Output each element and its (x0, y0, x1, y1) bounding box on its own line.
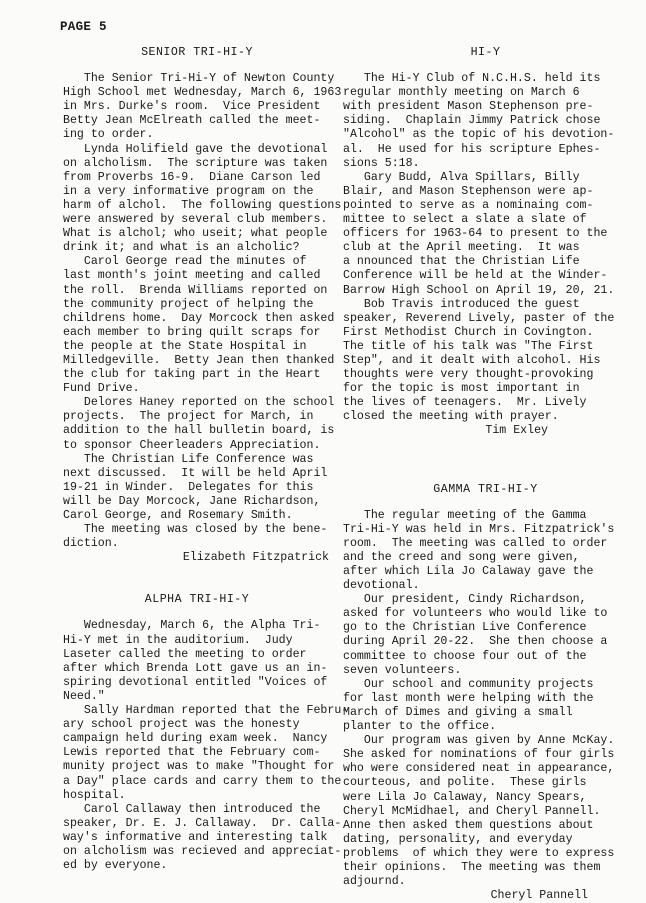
hi-y-article (343, 72, 628, 438)
article-paragraph: Wednesday, March 6, the Alpha Tri- Hi-Y met in the auditorium. Judy Laseter called the meeting to order after which Brenda Lott gave us an in- spiring devotional entitled "Voices of Need." (63, 619, 328, 703)
article-paragraph: The meeting was closed by the bene- diction. (63, 523, 328, 551)
article-signature: Cheryl Pannell (490, 889, 588, 903)
article-paragraph: Carol Callaway then introduced the speaker, Dr. E. J. Callaway. Dr. Calla- way's informative and interesting talk on alcholism was recieved and appreciat- ed by everyone. (63, 802, 342, 873)
article-paragraph: The Senior Tri-Hi-Y of Newton County High School met Wednesday, March 6, 1963 in Mrs. Durke's room. Vice President Betty Jean McElreath called the meet- ing to order. (63, 72, 342, 142)
left-column (63, 46, 349, 873)
article-signature: Elizabeth Fitzpatrick (182, 551, 329, 565)
article-paragraph: The Hi-Y Club of N.C.H.S. held its regular monthly meeting on March 6 with president Mason Stephenson pre- siding. Chaplain Jimmy Patrick chose "Alcohol" as the topic of his devotion- al. He used for his scripture Ephes- sions 5:18. (343, 72, 615, 170)
right-column (343, 46, 628, 903)
article-paragraph: Carol George read the minutes of last month's joint meeting and called the roll. Brenda Williams reported on the community project of helping the childrens home. Day Morcock then asked each member to bring quilt scraps for the people at the State Hospital in Milledgeville. Betty Jean then thanked the club for taking part in the Heart Fund Drive. (63, 255, 335, 396)
article-paragraph: Delores Haney reported on the school projects. The project for March, in addition to the hall bulletin board, is to sponsor Cheerleaders Appreciation. (63, 396, 335, 452)
gamma-tri-hi-y-heading: GAMMA TRI-HI-Y (433, 482, 538, 496)
senior-tri-hi-y-article (63, 72, 342, 565)
alpha-tri-hi-y-heading: ALPHA TRI-HI-Y (144, 593, 250, 607)
article-paragraph: Gary Budd, Alva Spillars, Billy Blair, and Mason Stephenson were ap- pointed to serve as a nominaing com- mittee to select a slate a slate of officers for 1963-64 to present to the club at the April meeting. It was a nnounced that the Christian Life Conference will be held at the Winder- Barrow High School on April 19, 20, 21. (343, 170, 615, 297)
article-paragraph: Our program was given by Anne McKay. She asked for nominations of four girls who were considered neat in appearance, courteous, and polite. These girls were Lila Jo Calaway, Nancy Spears, Cheryl McMidhael, and Cheryl Pannell. Anne then asked them questions about dating, personality, and everyday problems of which they were to express their opinions. The meeting was them adjournd. (343, 734, 615, 889)
hi-y-heading: HI-Y (470, 46, 501, 59)
article-paragraph: Our school and community projects for last month were helping with the March of Dimes and giving a small planter to the office. (343, 677, 594, 734)
article-paragraph: The regular meeting of the Gamma Tri-Hi-Y was held in Mrs. Fitzpatrick's room. The meeting was called to order and the creed and song were given, after which Lila Jo Calaway gave the devotional. (343, 508, 615, 593)
article-paragraph: Bob Travis introduced the guest speaker, Reverend Lively, paster of the First Methodist Church in Covington. The title of his talk was "The First Step", and it dealt with alcohol. His thoughts were very thought-provoking for the topic is most important in the lives of teenagers. Mr. Lively closed the meeting with prayer. (343, 297, 615, 424)
page-number: PAGE 5 (60, 20, 107, 34)
article-paragraph: The Christian Life Conference was next discussed. It will be held April 19-21 in Winder. Delegates for this will be Day Morcock, Jane Richardson, Carol George, and Rosemary Smith. (63, 452, 328, 522)
gamma-tri-hi-y-article (343, 509, 628, 903)
article-signature: Tim Exley (485, 424, 548, 438)
alpha-tri-hi-y-article (63, 619, 349, 873)
article-paragraph: Sally Hardman reported that the Febru- ary school project was the honesty campaign held during exam week. Nancy Lewis reported that the February com- munity project was to make "Thought for a Day" place cards and carry them to the hospital. (63, 704, 349, 802)
article-paragraph: Our president, Cindy Richardson, asked for volunteers who would like to go to the Christian Live Conference during April 20-22. She then choose a committee to choose four out of the seven volunteers. (343, 593, 608, 677)
article-paragraph: Lynda Holifield gave the devotional on alcholism. The scripture was taken from Proverbs 16-9. Diane Carson led in a very informative program on the harm of alchol. The following questions were answered by several club members. What is alchol; who useit; what people drink it; and what is an alcholic? (63, 142, 342, 255)
senior-tri-hi-y-heading: SENIOR TRI-HI-Y (141, 46, 253, 59)
